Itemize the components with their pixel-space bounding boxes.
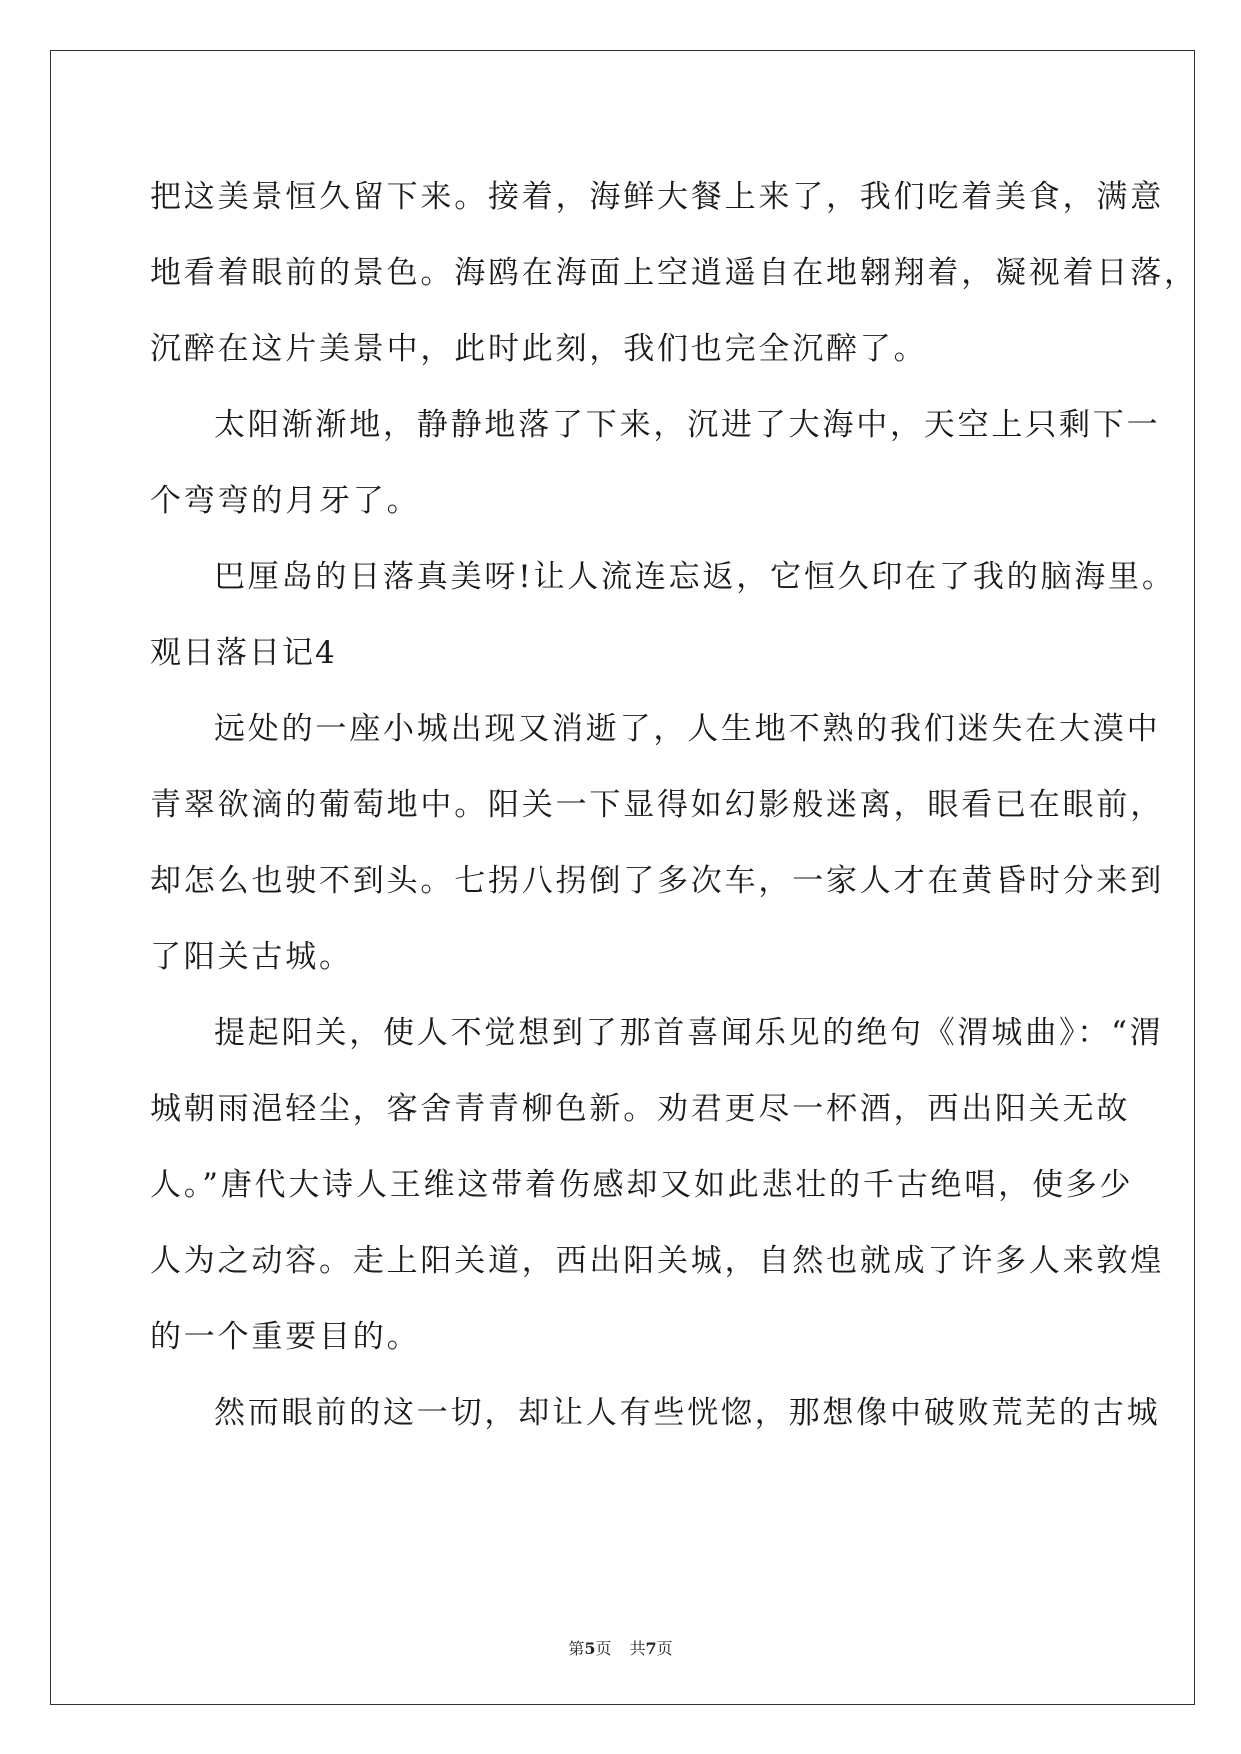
paragraph-line: 把这美景恒久留下来。接着，海鲜大餐上来了，我们吃着美食，满意 [150, 179, 1164, 215]
paragraph-line: 城朝雨浥轻尘，客舍青青柳色新。劝君更尽一杯酒，西出阳关无故 [150, 1091, 1131, 1127]
paragraph-line: 太阳渐渐地，静静地落了下来，沉进了大海中，天空上只剩下一 [214, 407, 1161, 443]
total-unit: 页 [656, 1639, 673, 1658]
page-current: 5 [584, 1639, 596, 1658]
paragraph-line: 提起阳关，使人不觉想到了那首喜闻乐见的绝句《渭城曲》：“渭 [214, 1015, 1164, 1051]
page-unit: 页 [595, 1639, 612, 1658]
paragraph-line: 了阳关古城。 [150, 939, 353, 975]
page-total: 7 [645, 1639, 657, 1658]
page-prefix: 第 [568, 1639, 585, 1658]
paragraph-line: 远处的一座小城出现又消逝了，人生地不熟的我们迷失在大漠中 [214, 711, 1161, 747]
paragraph-line: 青翠欲滴的葡萄地中。阳关一下显得如幻影般迷离，眼看已在眼前， [150, 787, 1164, 823]
document-body [150, 159, 1198, 1451]
paragraph-line: 人为之动容。走上阳关道，西出阳关城，自然也就成了许多人来敦煌 [150, 1243, 1164, 1279]
page-footer [0, 1636, 1241, 1659]
paragraph-line: 然而眼前的这一切，却让人有些恍惚，那想像中破败荒芜的古城 [214, 1395, 1161, 1431]
paragraph-line: 个弯弯的月牙了。 [150, 483, 421, 519]
paragraph-line: 的一个重要目的。 [150, 1319, 421, 1355]
section-heading: 观日落日记4 [150, 635, 337, 671]
total-prefix: 共 [629, 1639, 646, 1658]
paragraph-line: 沉醉在这片美景中，此时此刻，我们也完全沉醉了。 [150, 331, 928, 367]
paragraph-line: 地看着眼前的景色。海鸥在海面上空逍遥自在地翱翔着，凝视着日落， [150, 255, 1198, 291]
paragraph-line: 巴厘岛的日落真美呀!让人流连忘返，它恒久印在了我的脑海里。 [214, 559, 1176, 595]
paragraph-line: 人。”唐代大诗人王维这带着伤感却又如此悲壮的千古绝唱，使多少 [150, 1167, 1134, 1203]
paragraph-line: 却怎么也驶不到头。七拐八拐倒了多次车，一家人才在黄昏时分来到 [150, 863, 1164, 899]
